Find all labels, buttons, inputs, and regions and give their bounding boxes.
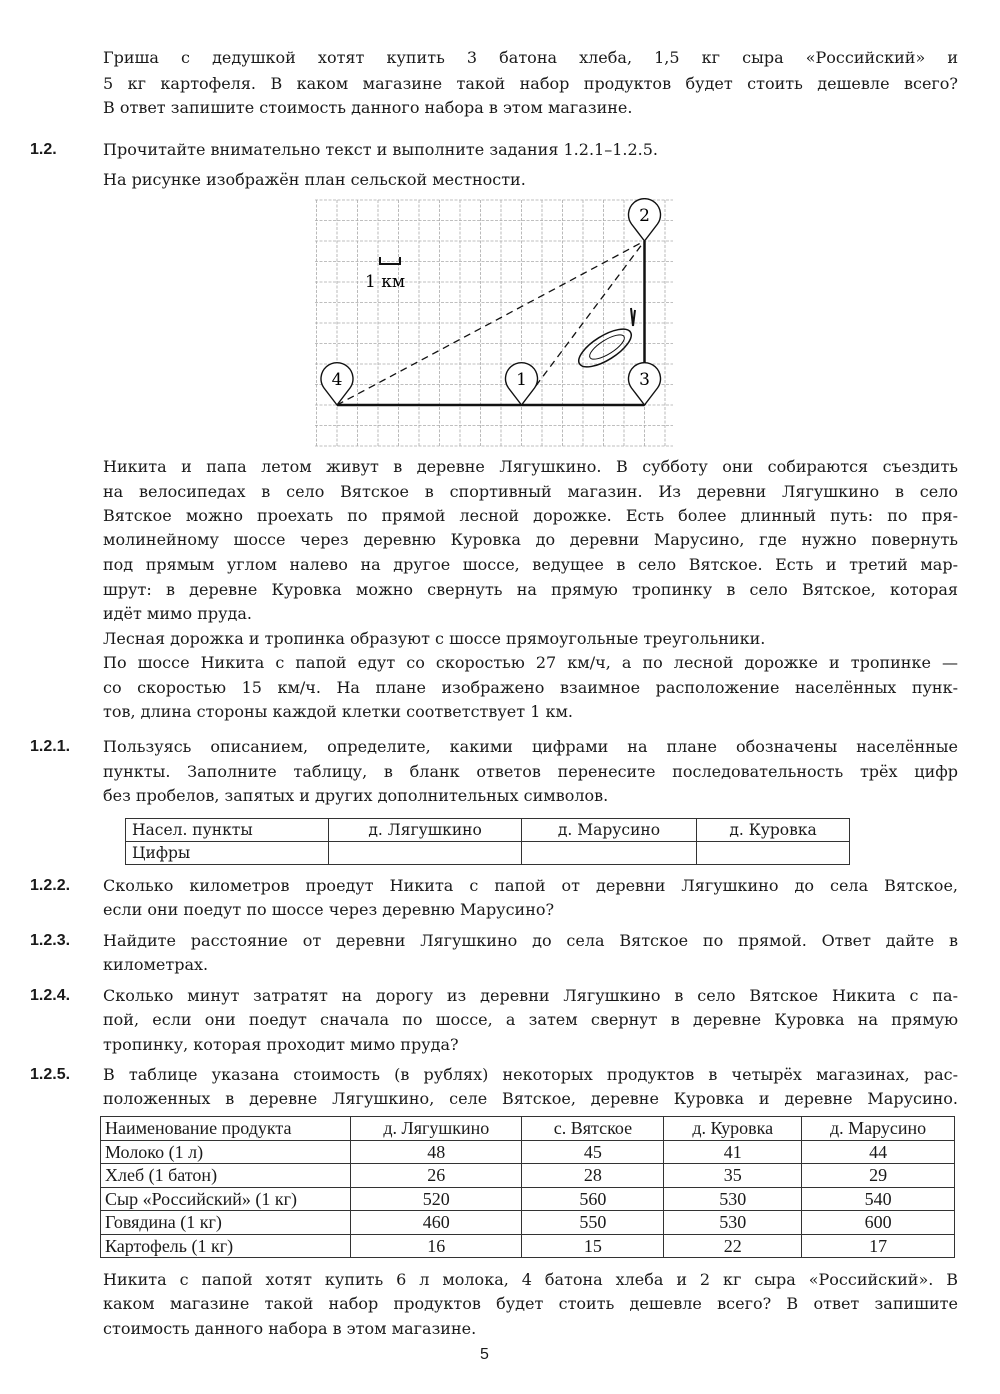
table-cell: 560 (522, 1187, 664, 1211)
table-cell: 530 (664, 1211, 802, 1235)
text-line: километрах. (103, 955, 209, 974)
text-line: идёт мимо пруда. (103, 604, 252, 623)
task-number: 1.2.1. (30, 738, 71, 755)
text-line: В ответ запишите стоимость данного набора в этом магазине. (103, 98, 633, 117)
text-line: со скоростью 15 км/ч. На плане изображено взаимное расположение населённых пунк- (103, 678, 958, 697)
scale-label: 1 км (365, 272, 406, 292)
pin-label: 1 (516, 370, 527, 390)
text-line: Никита и папа летом живут в деревне Лягушкино. В субботу они собираются съездить (103, 457, 958, 476)
text-line: 5 кг картофеля. В каком магазине такой набор продуктов будет стоить дешевле всего? (103, 74, 958, 93)
column-header: д. Лягушкино (351, 1117, 522, 1141)
text-line: пункты. Заполните таблицу, в бланк ответов перенесите последовательность трёх цифр (103, 762, 958, 781)
table-cell: 48 (351, 1140, 522, 1164)
table-cell: Насел. пункты (126, 819, 329, 842)
column-header: д. Марусино (802, 1117, 955, 1141)
table-cell: Хлеб (1 батон) (101, 1164, 351, 1188)
table-cell: д. Куровка (697, 819, 850, 842)
column-header: д. Куровка (664, 1117, 802, 1141)
table-cell: 28 (522, 1164, 664, 1188)
answer-table (125, 818, 850, 865)
table-row (126, 842, 850, 865)
table-cell: д. Марусино (521, 819, 696, 842)
pond-icon (573, 322, 637, 374)
pin-label: 4 (331, 370, 343, 390)
table-cell: 41 (664, 1140, 802, 1164)
table-cell: 550 (522, 1211, 664, 1235)
table-cell: д. Лягушкино (329, 819, 521, 842)
text-line: Гриша с дедушкой хотят купить 3 батона хлеба, 1,5 кг сыра «Российский» и (103, 48, 958, 67)
prices-table (100, 1116, 955, 1258)
text-line: В таблице указана стоимость (в рублях) некоторых продуктов в четырёх магазинах, рас- (103, 1065, 958, 1084)
text-line: Сколько километров проедут Никита с папой от деревни Лягушкино до села Вятское, (103, 876, 958, 895)
table-header-row (126, 819, 850, 842)
text-line: Сколько минут затратят на дорогу из деревни Лягушкино в село Вятское Никита с па- (103, 986, 958, 1005)
task-number: 1.2. (30, 141, 57, 158)
table-cell: 530 (664, 1187, 802, 1211)
task-number: 1.2.4. (30, 987, 71, 1004)
text-line: стоимость данного набора в этом магазине. (103, 1319, 477, 1338)
text-line: тов, длина стороны каждой клетки соответствует 1 км. (103, 702, 574, 721)
answer-cell[interactable] (329, 842, 521, 865)
table-cell: 520 (351, 1187, 522, 1211)
village-plan-diagram (313, 198, 675, 448)
text-line: Вятское можно проехать по прямой лесной дорожке. Есть более длинный путь: по пря- (103, 506, 958, 525)
table-cell: 460 (351, 1211, 522, 1235)
task-number: 1.2.3. (30, 932, 71, 949)
text-line: на велосипедах в село Вятское в спортивный магазин. Из деревни Лягушкино в село (103, 482, 958, 501)
task-number: 1.2.5. (30, 1066, 71, 1083)
text-line: На рисунке изображён план сельской местности. (103, 170, 526, 189)
table-cell: Цифры (126, 842, 329, 865)
table-cell: 22 (664, 1234, 802, 1258)
scale-bar (380, 257, 400, 264)
text-line: если они поедут по шоссе через деревню Марусино? (103, 900, 555, 919)
table-header-row (101, 1117, 955, 1141)
table-cell: 540 (802, 1187, 955, 1211)
text-line: Никита с папой хотят купить 6 л молока, 4 батона хлеба и 2 кг сыра «Российский». В (103, 1270, 958, 1289)
text-line: молинейному шоссе через деревню Куровка до деревни Марусино, где нужно повернуть (103, 530, 958, 549)
pin-label: 2 (639, 206, 650, 226)
text-line: каком магазине такой набор продуктов будет стоить дешевле всего? В ответ запишите (103, 1294, 958, 1313)
table-cell: Картофель (1 кг) (101, 1234, 351, 1258)
page-number: 5 (480, 1346, 489, 1363)
column-header: Наименование продукта (101, 1117, 351, 1141)
pin-label: 3 (639, 370, 650, 390)
table-cell: Говядина (1 кг) (101, 1211, 351, 1235)
table-cell: 44 (802, 1140, 955, 1164)
table-cell: 16 (351, 1234, 522, 1258)
table-cell: Сыр «Российский» (1 кг) (101, 1187, 351, 1211)
answer-cell[interactable] (697, 842, 850, 865)
text-line: По шоссе Никита с папой едут со скоростью 27 км/ч, а по лесной дорожке и тропинке — (103, 653, 958, 672)
text-line: Пользуясь описанием, определите, какими цифрами на плане обозначены населённые (103, 737, 958, 756)
text-line: Прочитайте внимательно текст и выполните задания 1.2.1–1.2.5. (103, 140, 659, 159)
text-line: без пробелов, запятых и других дополнительных символов. (103, 786, 609, 805)
table-cell: 29 (802, 1164, 955, 1188)
table-cell: Молоко (1 л) (101, 1140, 351, 1164)
table-cell: 17 (802, 1234, 955, 1258)
table-cell: 26 (351, 1164, 522, 1188)
text-line: положенных в деревне Лягушкино, селе Вятское, деревне Куровка и деревне Марусино. (103, 1089, 958, 1108)
task-number: 1.2.2. (30, 877, 71, 894)
pond-icon (586, 330, 627, 363)
table-row (101, 1164, 955, 1188)
text-line: Найдите расстояние от деревни Лягушкино до села Вятское по прямой. Ответ дайте в (103, 931, 958, 950)
text-line: тропинку, которая проходит мимо пруда? (103, 1035, 459, 1054)
text-line: под прямым углом налево на другое шоссе, ведущее в село Вятское. Есть и третий мар- (103, 555, 958, 574)
text-line: шрут: в деревне Куровка можно свернуть на прямую тропинку в село Вятское, которая (103, 580, 958, 599)
answer-cell[interactable] (521, 842, 696, 865)
table-row (101, 1211, 955, 1235)
text-line: пой, если они поедут сначала по шоссе, а затем свернут в деревне Куровка на прямую (103, 1010, 958, 1029)
text-line: Лесная дорожка и тропинка образуют с шоссе прямоугольные треугольники. (103, 629, 766, 648)
table-cell: 35 (664, 1164, 802, 1188)
table-cell: 600 (802, 1211, 955, 1235)
table-row (101, 1187, 955, 1211)
table-cell: 45 (522, 1140, 664, 1164)
column-header: с. Вятское (522, 1117, 664, 1141)
table-row (101, 1234, 955, 1258)
table-row (101, 1140, 955, 1164)
table-cell: 15 (522, 1234, 664, 1258)
